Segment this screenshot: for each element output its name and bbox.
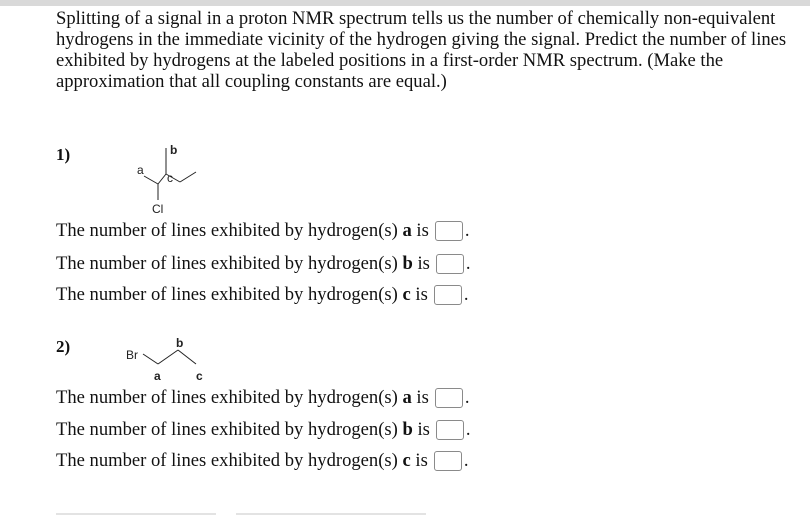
answer-input-2b[interactable] <box>436 420 464 440</box>
label-b: b <box>176 336 184 350</box>
bottom-divider-right <box>236 513 426 515</box>
row-text: The number of lines exhibited by hydrogen(s) <box>56 253 403 274</box>
row-text: The number of lines exhibited by hydrogen(s) <box>56 220 403 241</box>
bond-1 <box>143 354 158 364</box>
bottom-divider-left <box>56 513 216 515</box>
bond-2 <box>158 174 166 184</box>
row-suffix: is <box>410 284 428 305</box>
hydrogen-label: b <box>402 253 413 274</box>
row-text: The number of lines exhibited by hydrogen(s) <box>56 284 403 305</box>
molecule-2-structure <box>124 336 214 384</box>
hydrogen-label: b <box>402 419 413 440</box>
row-text: The number of lines exhibited by hydrogen(s) <box>56 419 403 440</box>
question-1-number: 1) <box>56 145 71 164</box>
answer-row-2b <box>56 418 471 442</box>
label-cl: Cl <box>152 202 164 216</box>
row-end: . <box>464 220 470 241</box>
label-b: b <box>170 143 178 157</box>
row-text: The number of lines exhibited by hydrogen(s) <box>56 387 403 408</box>
bond-1 <box>144 176 158 184</box>
hydrogen-label: c <box>402 450 411 471</box>
label-a: a <box>154 369 161 383</box>
row-end: . <box>464 387 470 408</box>
label-br: Br <box>126 348 138 362</box>
row-suffix: is <box>412 419 430 440</box>
label-c: c <box>167 171 173 185</box>
row-suffix: is <box>410 450 428 471</box>
question-intro: Splitting of a signal in a proton NMR spectrum tells us the number of chemically non-equivalent hydrogens in the immediate vicinity of the hydrogen giving the signal. Predict the number of lines exhibited by hydrogens at the labeled positions in a first-order NMR spectrum. (Make the approximation that all coupling constants are equal.) <box>56 8 787 92</box>
question-2-number: 2) <box>56 337 71 356</box>
row-suffix: is <box>411 387 429 408</box>
bond-5 <box>180 172 196 182</box>
hydrogen-label: a <box>402 220 412 241</box>
row-suffix: is <box>412 253 430 274</box>
answer-input-1c[interactable] <box>434 285 462 305</box>
top-border <box>0 0 810 6</box>
answer-input-1a[interactable] <box>435 221 463 241</box>
row-end: . <box>463 284 469 305</box>
answer-input-2c[interactable] <box>434 451 462 471</box>
row-end: . <box>465 419 471 440</box>
label-a: a <box>137 163 144 177</box>
row-end: . <box>465 253 471 274</box>
answer-row-1c <box>56 283 468 307</box>
answer-input-1b[interactable] <box>436 254 464 274</box>
hydrogen-label: a <box>402 387 412 408</box>
bond-2 <box>158 350 178 364</box>
label-c: c <box>196 369 203 383</box>
bond-3 <box>178 350 196 364</box>
row-text: The number of lines exhibited by hydrogen(s) <box>56 450 403 471</box>
hydrogen-label: c <box>402 284 411 305</box>
molecule-1-structure <box>130 140 210 218</box>
answer-row-1b <box>56 252 471 276</box>
answer-row-2c <box>56 449 468 473</box>
answer-row-1a <box>56 219 470 243</box>
row-end: . <box>463 450 469 471</box>
answer-row-2a <box>56 386 470 410</box>
row-suffix: is <box>411 220 429 241</box>
answer-input-2a[interactable] <box>435 388 463 408</box>
